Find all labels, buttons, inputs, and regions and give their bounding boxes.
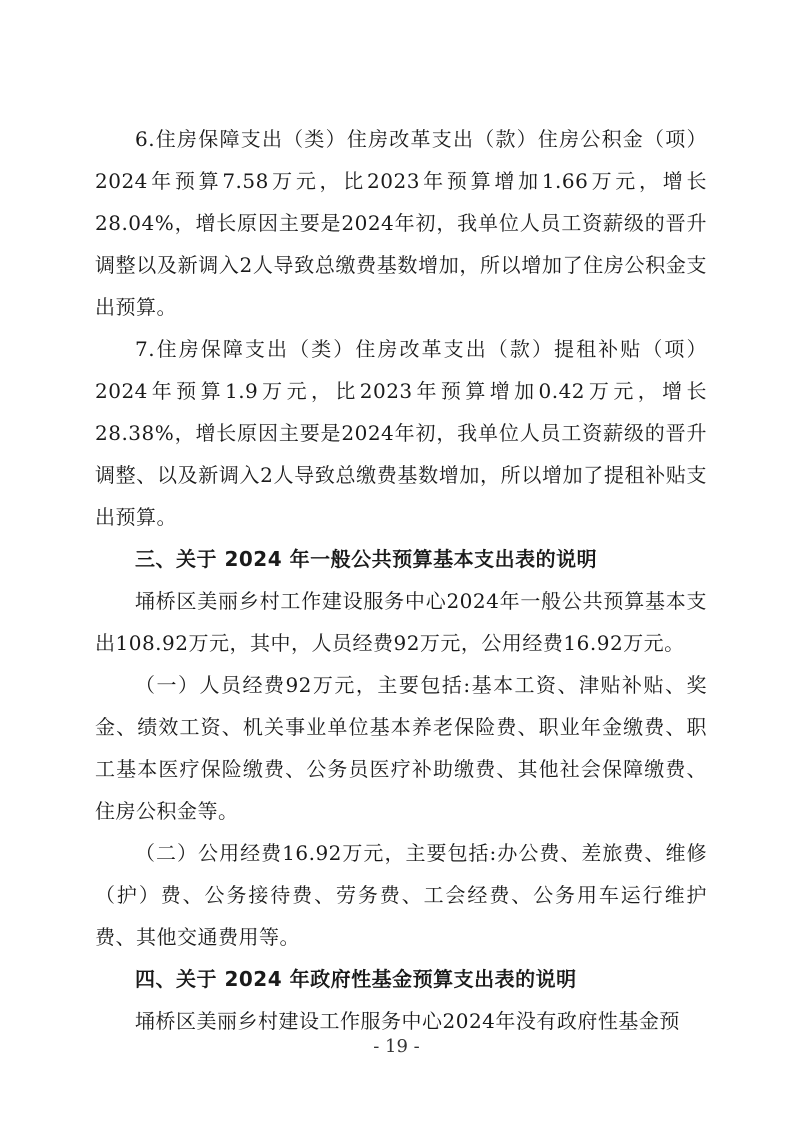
paragraph-personnel-expenses: （一）人员经费92万元，主要包括:基本工资、津贴补贴、奖金、绩效工资、机关事业单位基本养老保险费、职业年金缴费、职工基本医疗保险缴费、公务员医疗补助缴费、其他社会保障缴费、住房公积金等。	[95, 673, 707, 823]
paragraph-housing-fund: 6.住房保障支出（类）住房改革支出（款）住房公积金（项）2024年预算7.58万元，比2023年预算增加1.66万元，增长28.04%，增长原因主要是2024年初，我单位人员工资薪级的晋升调整以及新调入2人导致总缴费基数增加，所以增加了住房公积金支出预算。	[95, 127, 707, 319]
paragraph-government-fund: 埇桥区美丽乡村建设工作服务中心2024年没有政府性基金预	[135, 1009, 680, 1033]
section-heading-government-fund: 四、关于 2024 年政府性基金预算支出表的说明	[135, 967, 577, 991]
section-heading-basic-expenditure: 三、关于 2024 年一般公共预算基本支出表的说明	[135, 547, 598, 571]
page-number: - 19 -	[373, 1036, 420, 1057]
paragraph-public-expenses: （二）公用经费16.92万元，主要包括:办公费、差旅费、维修（护）费、公务接待费、劳务费、工会经费、公务用车运行维护费、其他交通费用等。	[95, 841, 707, 949]
paragraph-rent-subsidy: 7.住房保障支出（类）住房改革支出（款）提租补贴（项）2024年预算1.9万元，比2023年预算增加0.42万元，增长28.38%，增长原因主要是2024年初，我单位人员工资薪级的晋升调整、以及新调入2人导致总缴费基数增加，所以增加了提租补贴支出预算。	[95, 337, 707, 529]
paragraph-basic-expenditure-summary: 埇桥区美丽乡村工作建设服务中心2024年一般公共预算基本支出108.92万元，其中，人员经费92万元，公用经费16.92万元。	[95, 589, 707, 655]
document-body	[95, 118, 707, 1042]
